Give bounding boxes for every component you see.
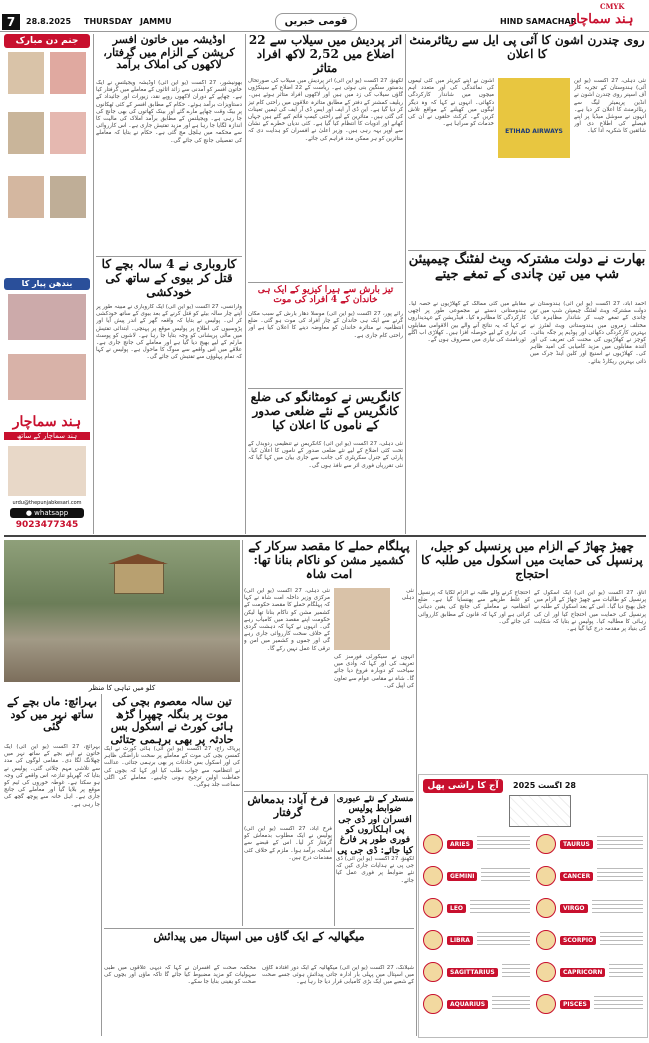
congress-headline: کانگریس نے کومٹانگو کی ضلع کانگریس کے نئے ضلعی صدور کے ناموں کا اعلان کیا bbox=[250, 390, 401, 432]
avatar bbox=[8, 176, 44, 218]
varanasi-story bbox=[96, 258, 242, 533]
congress-story bbox=[248, 391, 403, 533]
ashwin-body-right: نئی دہلی، 27 اگست (یو این آئی) ہندوستان کے تجربہ کار آف اسپنر روی چندرن اشون نے انڈین پریمیئر لیگ سے ریٹائرمنٹ کا اعلان کر دیا ہے۔ انہوں نے سوشل میڈیا پر اپنے فیصلے کی اطلاع دی اور شائقین کا شکریہ ادا کیا۔ bbox=[574, 78, 646, 135]
principal-story bbox=[418, 540, 646, 772]
rishikesh-body-left: محکمہ صحت کے افسران نے کہا کہ دیہی علاقوں میں طبی سہولیات کو مزید مضبوط کیا جائے گا تاکہ ماؤں اور بچوں کی صحت کو یقینی بنایا جا سکے۔ bbox=[104, 965, 256, 986]
amit-shah-headline: پہلگام حملے کا مقصد سرکار کے کشمیر مشن کو ناکام بنانا تھا: امت شاہ bbox=[248, 539, 410, 581]
rashifal-sign bbox=[423, 831, 530, 857]
rashifal-sign bbox=[423, 863, 530, 889]
flood-house bbox=[114, 562, 164, 594]
congress-body: نئی دہلی، 27 اگست (یو این آئی) کانگریس نے تنظیمی ردوبدل کے تحت کئی اضلاع کے لیے نئے ضلعی صدور کے ناموں کا اعلان کیا۔ پارٹی کے جنرل سکریٹری کی جانب سے جاری بیان میں کہا گیا کہ نئی تقرریاں فوری اثر سے نافذ ہوں گی۔ bbox=[248, 441, 403, 469]
brand-en: HIND SAMACHAR bbox=[500, 17, 577, 26]
amit-shah-photo bbox=[334, 588, 390, 650]
avatar bbox=[8, 52, 44, 94]
zodiac-label: GEMINI bbox=[447, 872, 477, 881]
couple-photo bbox=[8, 354, 86, 400]
zodiac-label: AQUARIUS bbox=[447, 1000, 488, 1009]
interim-body: لکھنؤ، 27 اگست (یو این آئی) ڈی جی پی نے ہدایات جاری کیں کہ نئے ضوابط پر فوری عمل کیا جائے۔ bbox=[336, 856, 414, 884]
masthead-city: JAMMU bbox=[140, 17, 172, 26]
rashifal-sign bbox=[536, 831, 643, 857]
sidebar-brand-logo: ہند سماچار bbox=[12, 414, 82, 430]
ashwin-story bbox=[408, 34, 646, 249]
zodiac-icon bbox=[536, 866, 556, 886]
farrukhabad-body: فرخ آباد، 27 اگست (یو این آئی) پولیس نے ایک مطلوب بدمعاش کو گرفتار کر لیا۔ اس کے قبضے سے اسلحہ برآمد ہوا۔ ملزم کے خلاف کئی مقدمات درج ہیں۔ bbox=[244, 826, 332, 861]
section-rule bbox=[248, 388, 403, 389]
rain-headline: تیز بارش سے ہیرا کیزیو کے ایک ہی خاندان کے 4 افراد کی موت bbox=[257, 285, 394, 306]
weightlifting-story bbox=[408, 253, 646, 533]
couple-photo bbox=[8, 294, 86, 340]
zodiac-label: ARIES bbox=[447, 840, 473, 849]
zodiac-text bbox=[592, 900, 643, 916]
rashifal-title: آج کا راشی پھل bbox=[423, 779, 503, 793]
zodiac-icon bbox=[423, 898, 443, 918]
farrukhabad-headline: فرخ آباد: بدمعاش گرفتار bbox=[247, 793, 329, 819]
avatar bbox=[8, 112, 44, 154]
odisha-story bbox=[96, 34, 242, 254]
interim-story bbox=[336, 794, 414, 926]
column-divider bbox=[405, 34, 406, 534]
bike-headline: تین سالہ معصوم بچی کی موت پر بنگلہ چھپرا گڑھ ہائی کورٹ نے اسکول بس حادثہ پر بھی برہمی جتائی bbox=[110, 695, 234, 746]
zodiac-text bbox=[609, 964, 643, 980]
column-divider bbox=[416, 540, 417, 1036]
varanasi-headline: کاروباری نے 4 سالہ بچے کا قتل کر بیوی کے ساتھ کی خودکشی bbox=[101, 257, 237, 299]
rashifal-signs bbox=[423, 831, 643, 1031]
rain-body: رائے پور، 27 اگست (یو این آئی) موسلا دھار بارش کے سبب مکان گرنے سے ایک ہی خاندان کے چار افراد کی موت ہو گئی۔ ضلع انتظامیہ نے متاثرہ خاندان کو معاوضہ دینے کا اعلان کیا ہے اور راحتی کام جاری ہے۔ bbox=[248, 311, 403, 339]
weightlifting-body-left: مقابلے میں کئی ممالک کے کھلاڑیوں نے حصہ لیا۔ ہندوستانی دستے نے مجموعی طور پر اچھی کارکردگی کا مظاہرہ کیا۔ فیڈریشن کے عہدیداروں نے کہا کہ یہ نتائج آنے والے بین الاقوامی مقابلوں کی تیاری کے لیے حوصلہ افزا ہیں۔ کھلاڑی اب اگلے ٹورنامنٹ کی تیاری میں مصروف ہوں گے۔ bbox=[408, 301, 526, 344]
rashifal-sign bbox=[536, 959, 643, 985]
zodiac-text bbox=[477, 932, 530, 948]
interim-headline: منسٹر کے نئے عبوری ضوابط پولیس افسران اور ڈی جی پی اہلکاروں کو فوری طور پر فارغ کیا جائے: ڈی جی پی bbox=[336, 794, 414, 856]
zodiac-icon bbox=[423, 930, 443, 950]
zodiac-text bbox=[597, 868, 643, 884]
birthday-title: جنم دن مبارک bbox=[4, 34, 90, 48]
rashifal-sign bbox=[423, 927, 530, 953]
anniversary-title: بندھن پیار کا bbox=[4, 278, 90, 290]
bike-body: پریاگ راج، 27 اگست (یو این آئی) ہائی کورٹ نے ایک کمسن بچی کی موت کے معاملے پر سخت ناراضگی ظاہر کی اور اسکول بس حادثات پر بھی برہمی جتائی۔ عدالت نے انتظامیہ سے جواب طلب کیا اور کہا کہ بچوں کی حفاظت اولین ترجیح ہونی چاہیے۔ معاملے کی اگلی سماعت جلد ہوگی۔ bbox=[104, 746, 240, 789]
zodiac-text bbox=[477, 836, 530, 852]
jersey-sponsor: ETIHAD AIRWAYS bbox=[505, 128, 563, 135]
rashifal-box bbox=[418, 774, 648, 1038]
sidebar-email: urdu@thepunjabkesari.com bbox=[12, 500, 82, 506]
whatsapp-number: 9023477345 bbox=[15, 520, 79, 530]
zodiac-label: PISCES bbox=[560, 1000, 590, 1009]
farrukhabad-story bbox=[244, 794, 332, 926]
section-rule bbox=[244, 791, 414, 792]
zodiac-label: LEO bbox=[447, 904, 466, 913]
rashifal-sign bbox=[536, 895, 643, 921]
zodiac-text bbox=[597, 836, 643, 852]
section-title: قومی خبریں bbox=[275, 13, 357, 31]
rishikesh-body-right: شیلانگ، 27 اگست (یو این آئی) میگھالیہ کے ایک دور افتادہ گاؤں میں اسپتال میں پہلی بار ادارہ جاتی پیدائش ہوئی جسے صحت کے شعبے میں ایک بڑی کامیابی قرار دیا جا رہا ہے۔ bbox=[262, 965, 414, 986]
rashifal-sign bbox=[423, 991, 530, 1017]
up-flood-story bbox=[248, 34, 403, 279]
amit-shah-body-left: نئی دہلی، 27 اگست (یو این آئی) مرکزی وزیر داخلہ امت شاہ نے کہا کہ پہلگام حملے کا مقصد حکومت کے کشمیر مشن کو ناکام بنانا تھا لیکن حکومت اپنے مقصد میں کامیاب رہے گی۔ انہوں نے کہا کہ دہشت گردی کے خلاف سخت کارروائی جاری رہے گی اور جموں و کشمیر میں امن و ترقی کا عمل نہیں رکے گا۔ bbox=[244, 588, 330, 652]
ashwin-photo bbox=[498, 78, 570, 158]
column-divider bbox=[101, 694, 102, 1036]
odisha-body: بھونیشور، 27 اگست (یو این آئی) اوڈیشہ ویجیلنس نے ایک خاتون افسر کو آمدنی سے زائد اثاثوں کے معاملے میں گرفتار کیا ہے۔ چھاپے کے دوران لاکھوں روپے نقد، زیورات اور جائیداد کے دستاویزات برآمد ہوئے۔ حکام کے مطابق افسر کے کئی ٹھکانوں پر بیک وقت چھاپے مارے گئے اور بینک کھاتوں کی بھی جانچ کی جا رہی ہے۔ ویجیلنس کے مطابق برآمد املاک کی مالیت کا اندازہ لگایا جا رہا ہے اور مزید تفتیش جاری ہے۔ اس کارروائی سے محکمہ میں ہلچل مچ گئی ہے۔ حکام نے بتایا کہ معاملے کی تفصیلی جانچ کی جائے گی۔ bbox=[96, 80, 242, 144]
rashifal-sign bbox=[423, 959, 530, 985]
flood-photo-caption: کلو میں تباہی کا منظر bbox=[88, 684, 156, 692]
sidebar-photos bbox=[8, 446, 86, 496]
amit-shah-story bbox=[244, 540, 414, 790]
zodiac-icon bbox=[536, 930, 556, 950]
zodiac-text bbox=[481, 868, 530, 884]
cmyk-mark: CMYK bbox=[600, 2, 625, 11]
rashifal-sign bbox=[536, 991, 643, 1017]
zodiac-label: VIRGO bbox=[560, 904, 588, 913]
zodiac-text bbox=[470, 900, 530, 916]
column-divider bbox=[245, 34, 246, 534]
zodiac-label: CAPRICORN bbox=[560, 968, 605, 977]
brand-logo: ہند سماچار bbox=[570, 12, 634, 27]
zodiac-text bbox=[594, 996, 643, 1012]
zodiac-icon bbox=[536, 994, 556, 1014]
column-divider bbox=[334, 794, 335, 926]
zodiac-label: LIBRA bbox=[447, 936, 473, 945]
whatsapp-label: whatsapp bbox=[34, 509, 69, 517]
zodiac-icon bbox=[423, 834, 443, 854]
whatsapp-icon: ● bbox=[25, 509, 32, 517]
page-number: 7 bbox=[2, 14, 20, 30]
mid-rule bbox=[4, 535, 646, 537]
ashwin-headline: روی چندرن اشون کا آئی پی ایل سے ریٹائرمنٹ کا اعلان bbox=[409, 33, 645, 61]
masthead-date: 28.8.2025 bbox=[26, 17, 72, 26]
bahraich-story bbox=[4, 696, 100, 1036]
flood-roof bbox=[108, 554, 168, 564]
weightlifting-body-right: احمد آباد، 27 اگست (یو این آئی) ہندوستان نے دولت مشترکہ ویٹ لفٹنگ چیمپئن شپ میں تین چاندی کے تمغے جیت کر شاندار مظاہرہ کیا۔ مختلف زمروں میں ہندوستانی ویٹ لفٹرز نے بہترین کارکردگی دکھائی اور پوڈیم پر جگہ بنائی۔ کوچز نے کھلاڑیوں کی محنت کی تعریف کی اور آئندہ مقابلوں میں مزید کامیابی کی امید ظاہر کی۔ کھلاڑیوں نے اسنیچ اور کلین اینڈ جرک میں ذاتی بہترین ریکارڈ بنائے۔ bbox=[530, 301, 646, 365]
avatar bbox=[50, 176, 86, 218]
whatsapp-badge bbox=[10, 508, 84, 518]
masthead-rule bbox=[0, 31, 649, 32]
rashifal-chart bbox=[509, 795, 571, 827]
rashifal-sign bbox=[536, 863, 643, 889]
rishikesh-story bbox=[104, 931, 414, 1036]
sidebar-tagline: ہند سماچار کے ساتھ bbox=[4, 432, 90, 440]
section-rule bbox=[408, 250, 646, 251]
section-rule bbox=[248, 282, 403, 283]
principal-body-left: احتجاج کرنے والے طلبہ نے الزام لگایا کہ پرنسپل کو غلط طریقے سے پھنسایا گیا ہے۔ ضلع انتظامیہ نے معاملے کی جانچ کی یقین دہانی کرائی ہے اور کہا کہ قانون کے مطابق کارروائی کی جائے گی۔ bbox=[418, 590, 530, 625]
avatar bbox=[50, 52, 86, 94]
zodiac-icon bbox=[536, 898, 556, 918]
column-divider bbox=[93, 34, 94, 534]
avatar bbox=[50, 112, 86, 154]
up-flood-body: لکھنؤ، 27 اگست (یو این آئی) اتر پردیش میں سیلاب کی صورتحال بدستور سنگین بنی ہوئی ہے۔ ریاست کے 22 اضلاع کے سینکڑوں گاؤں سیلاب کی زد میں ہیں اور لاکھوں افراد متاثر ہوئے ہیں۔ ریلیف کمشنر کے دفتر کے مطابق متاثرہ علاقوں میں راحتی کام تیز کر دیا گیا ہے۔ این ڈی آر ایف اور ایس ڈی آر ایف کی ٹیمیں تعینات کی گئی ہیں۔ متاثرین کے لیے راحتی کیمپ قائم کیے گئے ہیں جہاں کھانے اور ادویات کا انتظام کیا گیا ہے۔ کئی ندیاں خطرے کے نشان سے اوپر بہہ رہی ہیں۔ وزیر اعلیٰ نے افسران کو ہدایت دی کہ متاثرین کو ہر ممکن مدد فراہم کی جائے۔ bbox=[248, 78, 403, 142]
amit-shah-body-right: نئی دہلی bbox=[401, 588, 414, 602]
odisha-headline: اوڈیشہ میں خاتون افسر کرپشن کے الزام میں گرفتار، لاکھوں کی املاک برآمد bbox=[103, 33, 235, 72]
bahraich-headline: بہرائچ: ماں بچے کے ساتھ نہر میں کود گئی bbox=[7, 695, 97, 734]
zodiac-label: TAURUS bbox=[560, 840, 593, 849]
bike-story bbox=[104, 696, 240, 926]
sidebar bbox=[4, 34, 90, 534]
ashwin-body-left: اشون نے اپنے کیریئر میں کئی ٹیموں کی نمائندگی کی اور متعدد اہم میچوں میں شاندار کارکردگی دکھائی۔ انہوں نے کہا کہ وہ دیگر لیگوں میں کھیلنے کے مواقع تلاش کریں گے۔ کرکٹ حلقوں نے ان کی خدمات کو سراہا ہے۔ bbox=[408, 78, 494, 128]
varanasi-body: وارانسی، 27 اگست (یو این آئی) ایک کاروباری نے مبینہ طور پر اپنے چار سالہ بیٹے کو قتل کرنے کے بعد بیوی کے ساتھ خودکشی کر لی۔ پولیس نے بتایا کہ واقعہ گھر کے اندر پیش آیا اور پڑوسیوں کی اطلاع پر پولیس موقع پر پہنچی۔ ابتدائی تفتیش میں مالی پریشانی کو وجہ بتایا جا رہا ہے۔ لاشوں کو پوسٹ مارٹم کے لیے بھیج دیا گیا ہے اور معاملے کی جانچ جاری ہے۔ علاقے میں اس واقعے سے سوگ کا ماحول ہے۔ پولیس نے کہا کہ تمام پہلوؤں سے تفتیش کی جائے گی۔ bbox=[96, 304, 242, 361]
rashifal-date: 28 اگست 2025 bbox=[513, 781, 576, 790]
amit-shah-body-bottom: انہوں نے سیکورٹی فورسز کی تعریف کی اور کہا کہ وادی میں سیاحت کو دوبارہ فروغ دیا جائے گا۔ شاہ نے مقامی عوام سے تعاون کی اپیل کی۔ bbox=[334, 654, 414, 689]
zodiac-icon bbox=[536, 834, 556, 854]
rain-story bbox=[248, 285, 403, 385]
zodiac-icon bbox=[423, 962, 443, 982]
principal-headline: چھیڑ چھاڑ کے الزام میں پرنسپل کو جیل، پرنسپل کی حمایت میں اسکول میں طلبہ کا احتجاج bbox=[421, 539, 643, 581]
zodiac-icon bbox=[423, 866, 443, 886]
principal-body-right: اناؤ، 27 اگست (یو این آئی) ایک اسکول کے پرنسپل کو طالبات سے چھیڑ چھاڑ کے الزام میں جیل بھیج دیا گیا۔ اس کے بعد اسکول کے طلبہ نے پرنسپل کی حمایت میں احتجاج کیا اور ان کی رہائی کا مطالبہ کیا۔ پولیس نے بتایا کہ شکایت کی بنیاد پر مقدمہ درج کیا گیا ہے۔ bbox=[534, 590, 646, 633]
rishikesh-headline: میگھالیہ کے ایک گاؤں میں اسپتال میں پیدائش bbox=[153, 930, 365, 943]
zodiac-text bbox=[502, 964, 530, 980]
bahraich-body: بہرائچ، 27 اگست (یو این آئی) ایک خاتون نے اپنے بچے کے ساتھ نہر میں چھلانگ لگا دی۔ مقامی لوگوں کی مدد سے تلاشی مہم چلائی گئی۔ پولیس نے بتایا کہ گھریلو تنازعہ اس واقعے کی وجہ ہو سکتا ہے۔ غوطہ خوروں کی ٹیم کو موقع پر بلایا گیا اور معاملے کی جانچ جاری ہے۔ اہل خانہ سے پوچھ گچھ کی جا رہی ہے۔ bbox=[4, 744, 100, 808]
zodiac-label: SCORPIO bbox=[560, 936, 596, 945]
masthead-day: THURSDAY bbox=[84, 17, 133, 26]
zodiac-icon bbox=[423, 994, 443, 1014]
zodiac-icon bbox=[536, 962, 556, 982]
rashifal-sign bbox=[536, 927, 643, 953]
column-divider bbox=[242, 540, 243, 926]
zodiac-label: SAGITTARIUS bbox=[447, 968, 498, 977]
flood-photo bbox=[4, 540, 240, 682]
zodiac-label: CANCER bbox=[560, 872, 593, 881]
rashifal-sign-list bbox=[423, 831, 643, 1017]
section-rule bbox=[104, 928, 414, 929]
up-flood-headline: اتر پردیش میں سیلاب سے 22 اضلاع میں 2,52 لاکھ افراد متاثر bbox=[248, 33, 403, 75]
masthead bbox=[0, 0, 649, 32]
rashifal-sign bbox=[423, 895, 530, 921]
weightlifting-headline: بھارت نے دولت مشترکہ ویٹ لفٹنگ چیمپیئن شپ میں تین چاندی کے تمغے جیتے bbox=[408, 252, 646, 282]
birthday-photos bbox=[4, 50, 90, 270]
zodiac-text bbox=[600, 932, 643, 948]
zodiac-text bbox=[492, 996, 530, 1012]
